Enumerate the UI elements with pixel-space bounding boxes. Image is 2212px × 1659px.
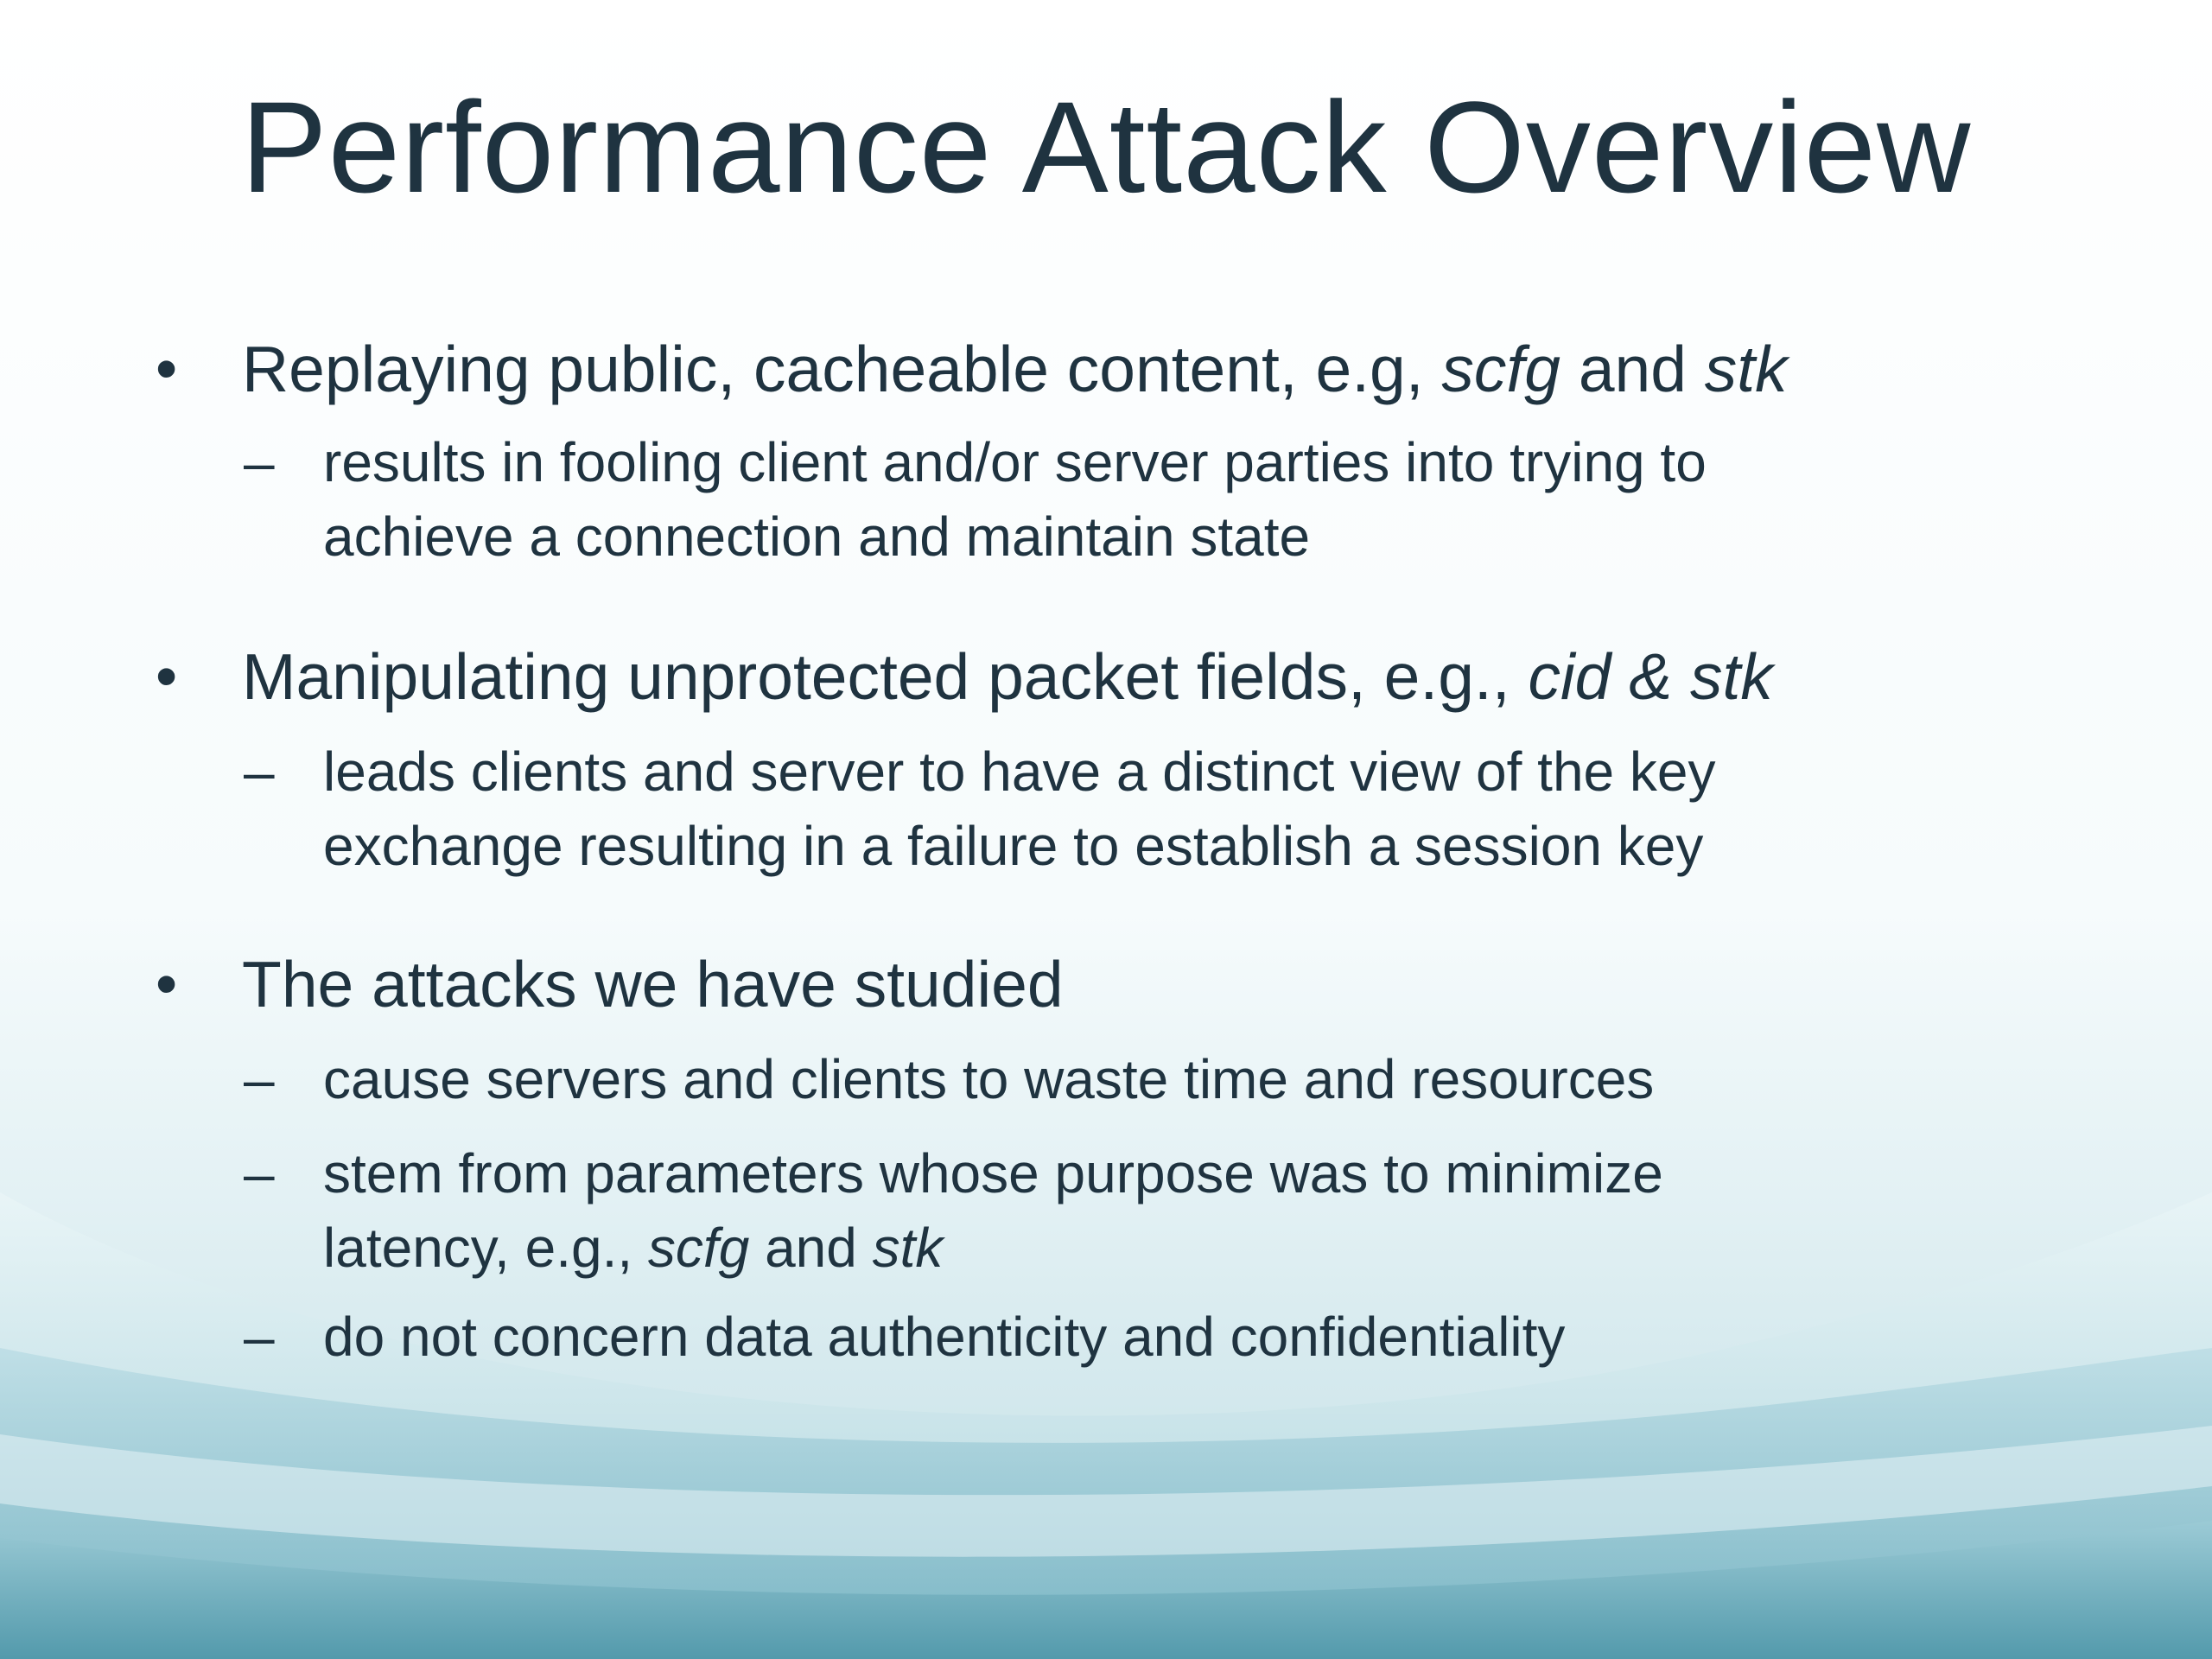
- sub-bullet-item-3-1: cause servers and clients to waste time and resources: [323, 1048, 1655, 1110]
- sub-bullet-item-2-1: leads clients and server to have a distinct view of the key exchange resulting in a failure to establish a session key: [323, 741, 1716, 877]
- sub-bullet-marker: –: [244, 1142, 275, 1205]
- sub-bullet-marker: –: [244, 431, 275, 493]
- sub-bullet-item-3-3: do not concern data authenticity and confidentiality: [323, 1306, 1566, 1368]
- slide-title: Performance Attack Overview: [240, 74, 1972, 219]
- bullet-item-2: Manipulating unprotected packet fields, e.g., cid & stk: [242, 640, 1773, 713]
- sub-bullet-marker: –: [244, 741, 275, 803]
- sub-bullet-item-1-1: results in fooling client and/or server parties into trying to achieve a connection and maintain state: [323, 431, 1707, 568]
- bullet-item-1: Replaying public, cacheable content, e.g, scfg and stk: [242, 333, 1788, 405]
- bullet-marker: •: [156, 642, 178, 711]
- sub-bullet-marker: –: [244, 1306, 275, 1368]
- bullet-marker: •: [156, 334, 178, 404]
- sub-bullet-marker: –: [244, 1048, 275, 1110]
- bullet-marker: •: [156, 950, 178, 1019]
- sub-bullet-item-3-2: stem from parameters whose purpose was to minimize latency, e.g., scfg and stk: [323, 1142, 1663, 1279]
- bullet-item-3: The attacks we have studied: [242, 948, 1064, 1020]
